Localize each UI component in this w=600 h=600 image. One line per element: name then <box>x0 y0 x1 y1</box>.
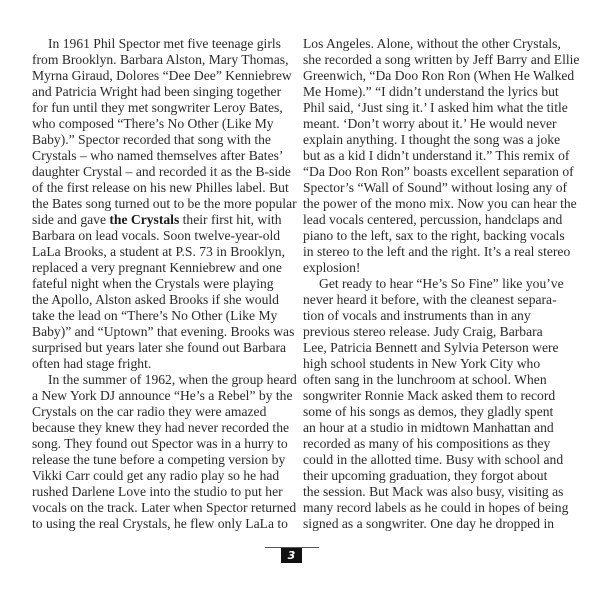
right-text-column <box>303 36 580 532</box>
text-line: daughter Crystal – and recorded it as the B-side <box>32 164 291 179</box>
text-line: because they knew they had never recorded the <box>32 420 290 435</box>
text-line: lead vocals centered, percussion, handclaps and <box>303 212 563 227</box>
text-segment: side and gave <box>32 212 110 227</box>
text-line: Los Angeles. Alone, without the other Crystals, <box>303 36 561 51</box>
text-line: recorded as many of his compositions as they <box>303 436 551 451</box>
text-line: a New York DJ announce “He’s a Rebel” by the <box>32 388 293 403</box>
text-line: Get ready to hear “He’s So Fine” like you’ve <box>319 276 564 291</box>
text-line: she recorded a song written by Jeff Barry and Ellie <box>303 52 580 67</box>
text-line: the Apollo, Alston asked Brooks if she would <box>32 292 279 307</box>
text-line: “Da Doo Ron Ron” boasts excellent separation of <box>303 164 574 179</box>
text-line: meant. ‘Don’t worry about it.’ He would never <box>303 116 557 131</box>
text-line: Greenwich, “Da Doo Ron Ron (When He Walked <box>303 68 575 83</box>
text-line: Vikki Carr could get any radio play so he had <box>32 468 280 483</box>
text-line: In the summer of 1962, when the group heard <box>48 372 297 387</box>
text-line: tion of vocals and instruments than in any <box>303 308 531 323</box>
text-line: Myrna Giraud, Dolores “Dee Dee” Kenniebrew <box>32 68 292 83</box>
text-line: Baby).” Spector recorded that song with the <box>32 132 271 147</box>
text-line: Crystals on the car radio they were amazed <box>32 404 267 419</box>
text-line: to using the real Crystals, he flew only LaLa to <box>32 516 288 531</box>
text-line: in stereo to the left and the right. It’s a real stereo <box>303 244 571 259</box>
text-line: could in the allotted time. Busy with school and <box>303 452 564 467</box>
text-line: piano to the left, sax to the right, backing vocals <box>303 228 565 243</box>
left-text-column <box>32 36 297 532</box>
text-line: release the tune before a competing version by <box>32 452 286 467</box>
text-line: the session. But Mack was also busy, visiting as <box>303 484 564 499</box>
page-number: 3 <box>281 548 302 563</box>
text-line: Lee, Patricia Bennett and Sylvia Peterson were <box>303 340 559 355</box>
text-line: take the lead on “There’s No Other (Like My <box>32 308 278 323</box>
text-line: LaLa Brooks, a student at P.S. 73 in Brooklyn, <box>32 244 285 259</box>
text-line: Me Home).” “I didn’t understand the lyrics but <box>303 84 559 99</box>
text-line: replaced a very pregnant Kenniebrew and one <box>32 260 282 275</box>
text-line: the power of the mono mix. Now you can hear the <box>303 196 577 211</box>
text-line: their upcoming graduation, they forgot about <box>303 468 548 483</box>
text-line: for fun until they met songwriter Leroy Bates, <box>32 100 283 115</box>
text-line: high school students in New York City who <box>303 356 541 371</box>
text-line: and Patricia Wright had been singing together <box>32 84 282 99</box>
text-line: many record labels as he could in hopes of being <box>303 500 569 515</box>
text-line: never heard it before, with the cleanest separa- <box>303 292 557 307</box>
text-line: previous stereo release. Judy Craig, Barbara <box>303 324 543 339</box>
text-line: song. They found out Spector was in a hurry to <box>32 436 288 451</box>
text-line: the Bates song turned out to be the more popular <box>32 196 297 211</box>
bold-group-name: the Crystals <box>109 212 180 227</box>
text-line: of the first release on his new Philles label. But <box>32 180 289 195</box>
text-segment: their first hit, with <box>179 212 282 227</box>
text-line: In 1961 Phil Spector met five teenage girls <box>48 36 281 51</box>
text-line: often had stage fright. <box>32 356 152 371</box>
text-line: Barbara on lead vocals. Soon twelve-year-old <box>32 228 281 243</box>
text-line: rushed Darlene Love into the studio to put her <box>32 484 283 499</box>
text-line: often sang in the lunchroom at school. When <box>303 372 547 387</box>
text-line: but as a kid I didn’t understand it.” This remix of <box>303 148 570 163</box>
text-line <box>32 212 294 228</box>
text-line: vocals on the track. Later when Spector returned <box>32 500 297 515</box>
text-line: explain anything. I thought the song was a joke <box>303 132 561 147</box>
text-line: Spector’s “Wall of Sound” without losing any of <box>303 180 568 195</box>
text-line: fateful night when the Crystals were playing <box>32 276 274 291</box>
text-line: Phil said, ‘Just sing it.’ I asked him what the title <box>303 100 568 115</box>
text-line: some of his songs as demos, they gladly spent <box>303 404 554 419</box>
text-line: songwriter Ronnie Mack asked them to record <box>303 388 556 403</box>
text-line: who composed “There’s No Other (Like My <box>32 116 274 131</box>
text-line: signed as a songwriter. One day he dropped in <box>303 516 555 531</box>
text-line: surprised but years later she found out Barbara <box>32 340 287 355</box>
text-line: Baby)” and “Uptown” that evening. Brooks was <box>32 324 295 339</box>
text-line: an hour at a studio in midtown Manhattan and <box>303 420 554 435</box>
text-line: from Brooklyn. Barbara Alston, Mary Thomas, <box>32 52 289 67</box>
text-line: Crystals – who named themselves after Bates’ <box>32 148 284 163</box>
text-line: explosion! <box>303 260 361 275</box>
